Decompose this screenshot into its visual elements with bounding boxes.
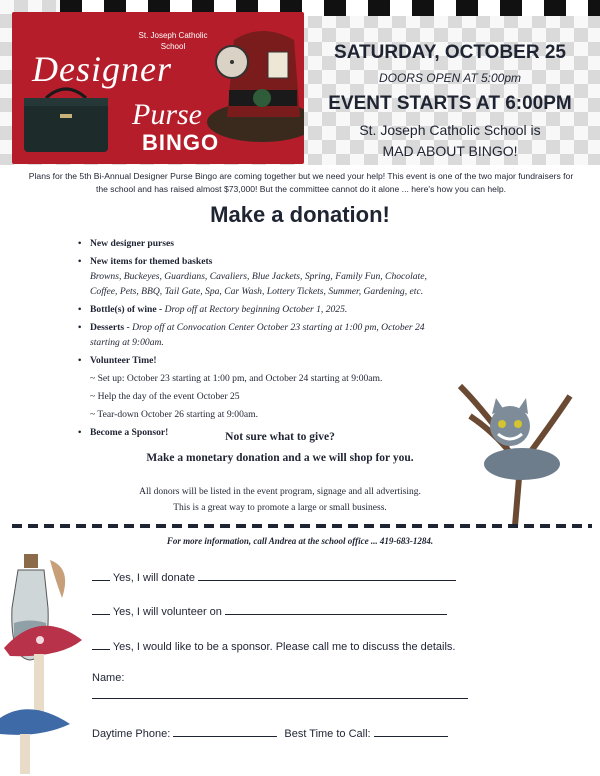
doors-open-time: DOORS OPEN AT 5:00pm	[378, 71, 522, 85]
donate-row	[92, 568, 572, 584]
volunteer-setup: ~ Set up: October 23 starting at 1:00 pm, and October 24 starting at 9:00am.	[90, 373, 383, 384]
list-item: • Bottle(s) of wine - Drop off at Rectory beginning October 1, 2025.	[78, 302, 518, 317]
tagline-line2: MAD ABOUT BINGO!	[382, 143, 518, 159]
phone-field[interactable]	[173, 724, 277, 737]
event-start-time: EVENT STARTS AT 6:00PM	[328, 93, 572, 114]
donate-field[interactable]	[198, 568, 456, 581]
purse-wordmark: Purse	[132, 98, 202, 131]
volunteer-help: ~ Help the day of the event October 25	[90, 391, 240, 402]
list-item: • Volunteer Time!	[78, 353, 518, 368]
intro-paragraph: Plans for the 5th Bi-Annual Designer Purse Bingo are coming together but we need your help! This event is one of the two major fundraisers for the school and has raised almost $73,000! But the committee cannot do it alone ... here's how you can help.	[28, 171, 574, 194]
volunteer-field[interactable]	[225, 602, 447, 615]
list-item: • New items for themed baskets	[78, 254, 518, 269]
list-item: • New designer purses	[78, 236, 518, 251]
volunteer-label: Yes, I will volunteer on	[112, 606, 222, 618]
promote-note: This is a great way to promote a large or small business.	[173, 503, 387, 513]
cut-line-divider	[12, 524, 592, 528]
name-field[interactable]	[92, 698, 468, 699]
basket-themes: Browns, Buckeyes, Guardians, Cavaliers, Blue Jackets, Spring, Family Fun, Chocolate,	[90, 271, 427, 282]
event-logo-banner	[12, 12, 304, 164]
school-name: St. Joseph Catholic School	[138, 31, 208, 51]
best-time-field[interactable]	[374, 724, 448, 737]
event-date: SATURDAY, OCTOBER 25	[334, 42, 566, 63]
desserts-text: starting at 9:00am.	[90, 337, 164, 348]
sponsor-checkbox-blank[interactable]	[92, 637, 110, 650]
sponsor-row	[92, 637, 572, 653]
tagline-line1: St. Joseph Catholic School is	[359, 122, 541, 138]
not-sure-heading: Not sure what to give?	[225, 431, 335, 443]
contact-info: For more information, call Andrea at the school office ... 419-683-1284.	[166, 536, 434, 546]
monetary-donation-text: Make a monetary donation and a we will shop for you.	[146, 452, 414, 464]
mad-hatter-hat-image	[202, 12, 304, 152]
donate-label: Yes, I will donate	[112, 572, 196, 584]
phone-row	[92, 724, 572, 740]
name-label: Name:	[92, 672, 125, 684]
page-title: Make a donation!	[210, 202, 390, 227]
bingo-wordmark: BINGO	[142, 130, 220, 155]
designer-wordmark: Designer	[32, 49, 172, 89]
mushroom-potion-image	[0, 548, 92, 776]
phone-label: Daytime Phone:	[92, 728, 171, 740]
best-time-label: Best Time to Call:	[284, 728, 371, 740]
list-item: • Become a Sponsor!	[78, 425, 518, 440]
donors-note: All donors will be listed in the event program, signage and all advertising.	[139, 487, 421, 497]
volunteer-checkbox-blank[interactable]	[92, 602, 110, 615]
basket-themes: Coffee, Pets, BBQ, Tail Gate, Spa, Car Wash, Lottery Tickets, Summer, Gardening, etc.	[90, 286, 424, 297]
handbag-image	[20, 84, 112, 154]
volunteer-row	[92, 602, 572, 618]
volunteer-teardown: ~ Tear-down October 26 starting at 9:00am.	[90, 409, 258, 420]
sponsor-label: Yes, I would like to be a sponsor. Please call me to discuss the details.	[112, 641, 456, 653]
list-item: • Desserts - Drop off at Convocation Center October 23 starting at 1:00 pm, October 24	[78, 320, 518, 335]
donate-checkbox-blank[interactable]	[92, 568, 110, 581]
